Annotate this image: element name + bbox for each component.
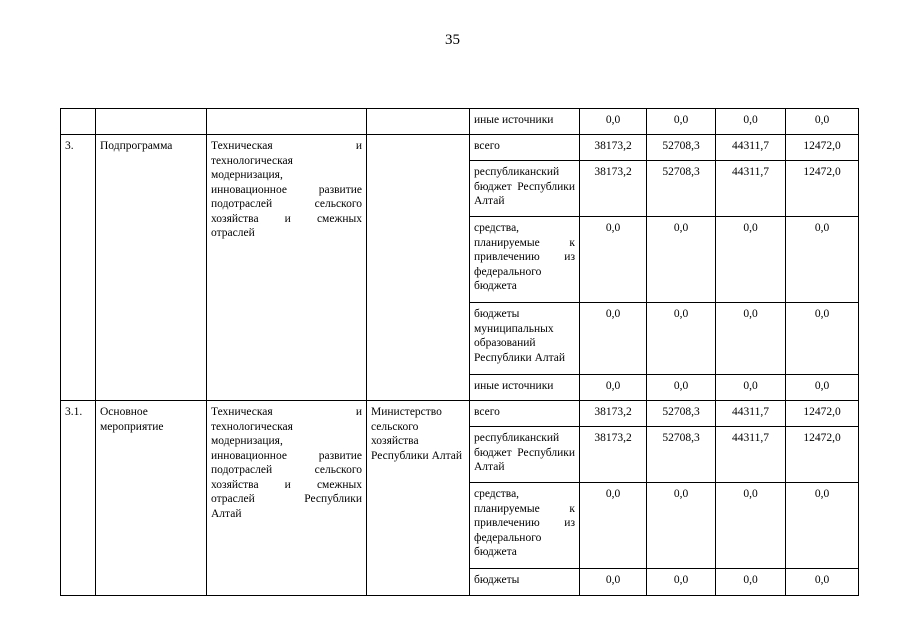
kind-cell [96,109,207,135]
name-cell [207,401,367,596]
value-cell: 0,0 [647,569,716,596]
name-word: сельского [314,198,362,210]
name-word: и [284,212,291,225]
name-word: развитие [318,449,362,462]
value-cell: 0,0 [716,303,786,375]
executor-cell [367,135,470,401]
source-cell: республиканский бюджет Республики Алтай [470,427,580,483]
name-line [211,463,362,478]
value-cell: 0,0 [580,483,647,569]
executor-cell [367,109,470,135]
name-word: и [355,406,362,418]
name-word: Республики [304,493,362,505]
name-line [211,492,362,507]
value-cell: 44311,7 [716,401,786,427]
executor-cell: Министерство сельского хозяйства Республики Алтай [367,401,470,596]
value-cell: 0,0 [786,109,859,135]
value-cell: 0,0 [580,109,647,135]
name-word: смежных [316,212,362,225]
name-word: сельского [314,464,362,476]
value-cell: 0,0 [786,303,859,375]
value-cell: 0,0 [716,569,786,596]
value-cell: 12472,0 [786,161,859,217]
value-cell: 0,0 [716,109,786,135]
source-cell: средства, планируемые к привлечению из федерального бюджета [470,483,580,569]
value-cell: 52708,3 [647,401,716,427]
name-line [211,197,362,212]
source-cell: иные источники [470,109,580,135]
value-cell: 0,0 [647,375,716,401]
value-cell: 44311,7 [716,135,786,161]
value-cell: 0,0 [647,303,716,375]
source-cell: средства, планируемые к привлечению из федерального бюджета [470,217,580,303]
name-word: и [284,478,291,491]
value-cell: 38173,2 [580,427,647,483]
table-row [61,109,859,135]
value-cell: 38173,2 [580,161,647,217]
value-cell: 0,0 [786,483,859,569]
source-cell: всего [470,401,580,427]
name-line [211,212,362,227]
name-line: отраслей [211,227,255,239]
value-cell: 12472,0 [786,427,859,483]
name-word: хозяйства [211,478,259,491]
value-cell: 0,0 [716,217,786,303]
value-cell: 0,0 [647,109,716,135]
name-word: хозяйства [211,212,259,225]
value-cell: 0,0 [647,483,716,569]
value-cell: 52708,3 [647,161,716,217]
value-cell: 0,0 [716,483,786,569]
value-cell: 38173,2 [580,401,647,427]
value-cell: 0,0 [580,217,647,303]
kind-cell: Подпрограмма [96,135,207,401]
value-cell: 0,0 [786,217,859,303]
name-word: инновационное [211,183,287,196]
value-cell: 52708,3 [647,135,716,161]
name-word: смежных [316,478,362,491]
name-word: и [355,140,362,152]
value-cell: 52708,3 [647,427,716,483]
value-cell: 0,0 [786,569,859,596]
name-line [211,139,362,154]
name-word: развитие [318,183,362,196]
name-line [211,183,362,198]
name-word: подотраслей [211,464,273,476]
value-cell: 38173,2 [580,135,647,161]
value-cell: 0,0 [580,569,647,596]
name-cell [207,109,367,135]
source-cell: республиканский бюджет Республики Алтай [470,161,580,217]
value-cell: 0,0 [580,303,647,375]
row-number-cell: 3. [61,135,96,401]
row-number-cell [61,109,96,135]
name-line [211,405,362,420]
name-line: технологическая [211,154,293,167]
name-word: подотраслей [211,198,273,210]
table-row [61,135,859,161]
value-cell: 0,0 [647,217,716,303]
budget-table [60,108,859,596]
name-word: Техническая [211,406,273,418]
value-cell: 0,0 [786,375,859,401]
page-number: 35 [445,32,460,48]
value-cell: 12472,0 [786,135,859,161]
row-number-cell: 3.1. [61,401,96,596]
name-line [211,478,362,493]
source-cell: бюджеты [470,569,580,596]
source-cell: всего [470,135,580,161]
value-cell: 12472,0 [786,401,859,427]
value-cell: 0,0 [580,375,647,401]
name-line [211,449,362,464]
value-cell: 0,0 [716,375,786,401]
name-word: отраслей [211,493,255,505]
name-word: инновационное [211,449,287,462]
name-cell [207,135,367,401]
source-cell: иные источники [470,375,580,401]
name-word: Техническая [211,140,273,152]
name-line: модернизация, [211,169,283,181]
name-line: технологическая [211,420,293,433]
name-line: модернизация, [211,435,283,447]
value-cell: 44311,7 [716,161,786,217]
value-cell: 44311,7 [716,427,786,483]
table-row [61,401,859,427]
name-line: Алтай [211,507,242,520]
source-cell: бюджеты муниципальных образований Республики Алтай [470,303,580,375]
kind-cell: Основное мероприятие [96,401,207,596]
